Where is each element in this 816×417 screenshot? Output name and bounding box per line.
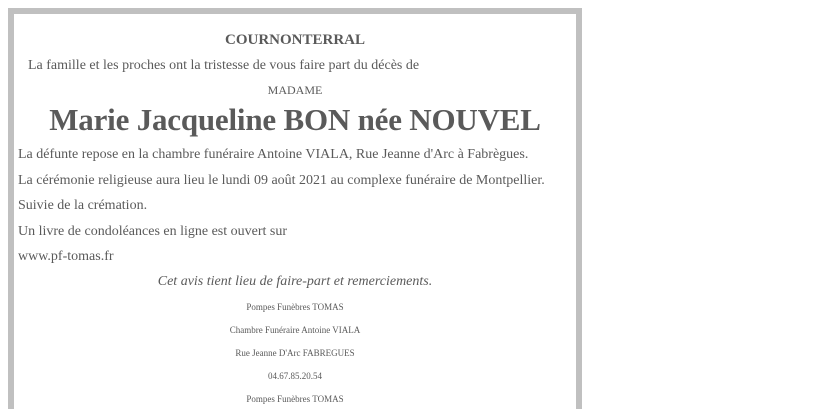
body-line-ceremony: La cérémonie religieuse aura lieu le lundi 09 août 2021 au complexe funéraire de Montpellier. <box>18 173 545 188</box>
obituary-notice <box>14 14 576 409</box>
town-heading: COURNONTERRAL <box>224 32 365 48</box>
footer-line: Rue Jeanne D'Arc FABREGUES <box>235 348 355 358</box>
intro-text: La famille et les proches ont la tristesse de vous faire part du décès de <box>28 58 420 73</box>
website-text: www.pf-tomas.fr <box>18 249 114 264</box>
footer-line: Chambre Funéraire Antoine VIALA <box>229 325 361 335</box>
footer-phone: 04.67.85.20.54 <box>268 371 322 381</box>
footer-line: Pompes Funèbres TOMAS <box>246 394 344 404</box>
notice-frame <box>8 8 582 409</box>
deceased-name: Marie Jacqueline BON née NOUVEL <box>49 102 541 137</box>
body-line-repose: La défunte repose en la chambre funéraire Antoine VIALA, Rue Jeanne d'Arc à Fabrègues. <box>18 147 529 162</box>
honorific-title: MADAME <box>267 83 323 97</box>
footer-line: Pompes Funèbres TOMAS <box>246 302 344 312</box>
body-line-cremation: Suivie de la crémation. <box>18 198 148 213</box>
body-line-condolences: Un livre de condoléances en ligne est ouvert sur <box>18 224 288 239</box>
closing-note: Cet avis tient lieu de faire-part et remerciements. <box>157 274 433 289</box>
